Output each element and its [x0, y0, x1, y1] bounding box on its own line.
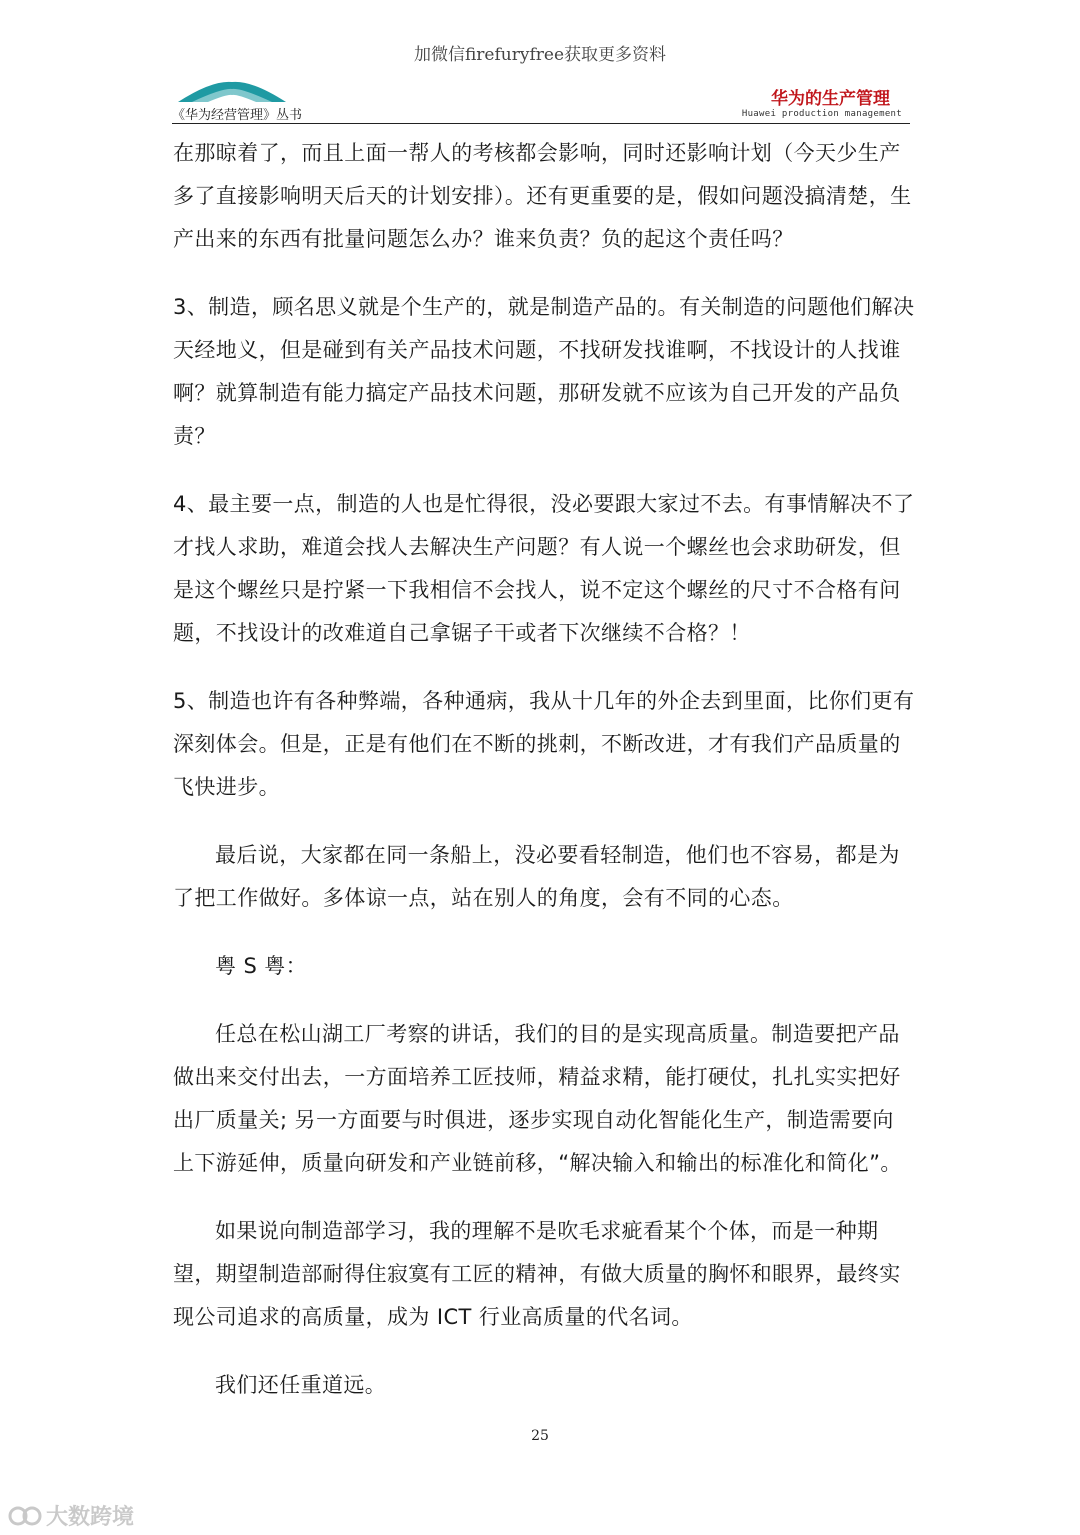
paragraph: 最后说，大家都在同一条船上，没必要看轻制造，他们也不容易，都是为了把工作做好。多体谅一点，站在别人的角度，会有不同的心态。 — [173, 843, 900, 910]
top-note: 加微信firefuryfree获取更多资料 — [413, 45, 667, 65]
book-title: 华为的生产管理 — [771, 89, 890, 109]
paragraph: 4、最主要一点，制造的人也是忙得很，没必要跟大家过不去。有事情解决不了才找人求助，难道会找人去解决生产问题？有人说一个螺丝也会求助研发，但是这个螺丝只是拧紧一下我相信不会找人，说不定这个螺丝的尺寸不合格有问题，不找设计的改难道自己拿锯子干或者下次继续不合格？！ — [173, 492, 915, 645]
header-divider — [172, 123, 910, 124]
paragraph: 3、制造，顾名思义就是个生产的，就是制造产品的。有关制造的问题他们解决天经地义，但是碰到有关产品技术问题，不找研发找谁啊，不找设计的人找谁啊？就算制造有能力搞定产品技术问题，那研发就不应该为自己开发的产品负责？ — [173, 295, 915, 448]
watermark-logo-icon — [8, 1503, 42, 1529]
book-subtitle: Huawei production management — [741, 109, 902, 119]
watermark — [8, 1500, 134, 1531]
paragraph: 在那晾着了，而且上面一帮人的考核都会影响，同时还影响计划（今天少生产多了直接影响明天后天的计划安排）。还有更重要的是，假如问题没搞清楚，生产出来的东西有批量问题怎么办？谁来负责？负的起这个责任吗？ — [173, 141, 912, 251]
series-title: 《华为经营管理》丛书 — [172, 108, 303, 123]
page-number: 25 — [531, 1428, 549, 1444]
paragraph-speaker: 粤 S 粤： — [215, 954, 308, 978]
paragraph: 任总在松山湖工厂考察的讲话，我们的目的是实现高质量。制造要把产品做出来交付出去，一方面培养工匠技师，精益求精，能打硬仗，扎扎实实把好出厂质量关; 另一方面要与时俱进，逐步实现自动化智能化生产，制造需要向上下游延伸，质量向研发和产业链前移，“解决输入和输出的标准化和简化”。 — [173, 1022, 902, 1175]
paragraph: 5、制造也许有各种弊端，各种通病，我从十几年的外企去到里面，比你们更有深刻体会。但是，正是有他们在不断的挑刺，不断改进，才有我们产品质量的飞快进步。 — [173, 689, 915, 799]
watermark-text: 大数跨境 — [46, 1505, 135, 1530]
series-logo-icon — [172, 78, 292, 104]
paragraph: 如果说向制造部学习，我的理解不是吹毛求疵看某个个体，而是一种期望，期望制造部耐得住寂寞有工匠的精神，有做大质量的胸怀和眼界，最终实现公司追求的高质量，成为 ICT 行业高质量的代名词。 — [173, 1219, 901, 1329]
paragraph: 我们还任重道远。 — [215, 1373, 387, 1397]
body-text — [173, 132, 915, 1407]
